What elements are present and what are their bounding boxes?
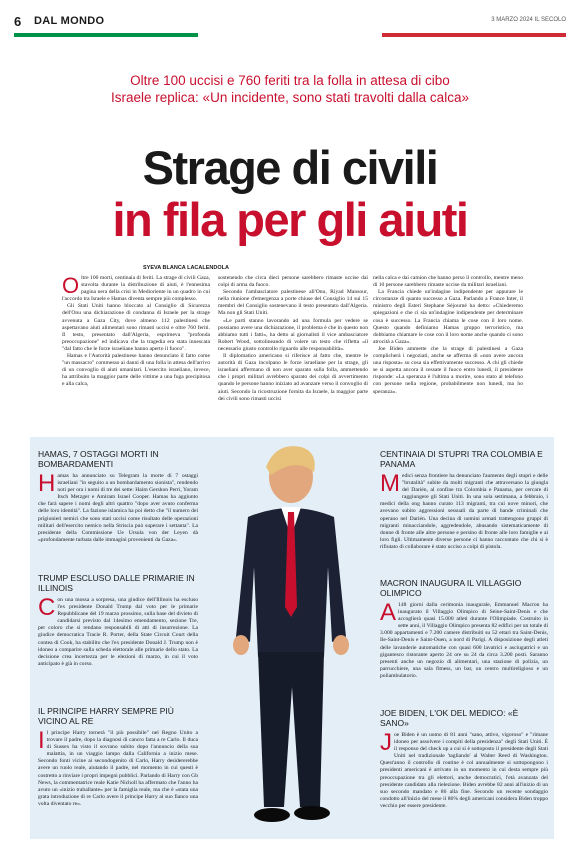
italian-flag-stripe (14, 33, 566, 37)
article-paragraph: sostenendo che circa dieci persone sarebbero rimaste uccise dai colpi di arma da fuoco. (218, 275, 368, 289)
box-dropcap: A (380, 599, 397, 626)
flag-green (14, 33, 198, 37)
article-paragraph: Joe Biden ammette che la strage di palestinesi a Gaza complicherà i negoziati, anche se afferma di «non avere ancora una risposta» su cosa sia effettivamente successo. A chi gli chiede se si aspetta ancora il cessate il fuoco entro lunedì, il presidente risponde: «La speranza è l'ultima a morire, sono stato al telefono con persone nella regione, probabilmente non lunedì, ma ho speranza». (373, 345, 523, 395)
article-paragraph: Gli Stati Uniti hanno bloccato al Consiglio di Sicurezza dell'Onu una dichiarazione di condanna di Israele per la strage avvenuta a Gaza City, dove almeno 112 palestinesi che aspettavano aiuti alimentari sono rimasti uccisi e oltre 760 feriti. Il testo, presentato dall'Algeria, esprimeva "profonda preoccupazione" ed indicava che la tragedia era stata innescata "dal fatto che le forze israeliane hanno aperto il fuoco". (62, 303, 210, 352)
dateline: 3 MARZO 2024 IL SECOLO (491, 17, 566, 23)
box-title: IL PRINCIPE HARRY SEMPRE PIÙ VICINO AL RE (38, 706, 174, 726)
section-title: DAL MONDO (34, 15, 105, 27)
photo-trousers (258, 652, 324, 807)
box-text: amas ha annunciato su Telegram la morte di 7 ostaggi israeliani "in seguito a un bombardamento sionista", rendendo noti per ora i nomi di tre dei sette: Haim Gershon Perri, Yoram Itsch Metzger e Amiram Israel Cooper. Hamas ha aggiunto che farà sapere i nomi degli altri quattro "dopo aver avuto conferma delle loro identità". La fazione islamica ha poi detto che "il numero dei prigionieri nemici che sono stati uccisi come risultato delle operazioni militari dell'esercito nemico nella Striscia può superare i settanta". La presidente della Commissione Ue Ursula von der Leyen dà «profondamente turbata dalle immagini provenienti da Gaza». (38, 473, 198, 543)
photo-shoe-left (254, 808, 290, 822)
article-paragraph: nella calca e dai camion che hanno perso il controllo, mentre meno di 10 persone sarebbero rimaste uccise da militari israeliani. (373, 275, 523, 289)
page-header (14, 14, 566, 30)
box-macron (380, 578, 548, 703)
kicker-line-2: Israele replica: «Un incidente, sono stati travolti dalla calca» (111, 90, 469, 105)
box-text: 148 giorni dalla cerimonia inaugurale, Emmanuel Macron ha inaugurato il Villaggio Olimpico di Seine-Saint-Denis e che accoglierà quasi 15.000 atleti durante l'Olimpiade. Costruito in sette anni, il Villaggio Olimpico presenta 82 edifici per un totale di 3.000 appartamenti e 7.200 camere distribuiti su 52 ettari tra Saint-Denis, Ile-Saint-Denis e Saint-Ouen, a nord di Parigi. A disposizione degli atleti delle lavanderie automatiche con quasi 600 lavatrici e asciugatrici e un gigantesco ristorante aperto 24 ore su 24 da circa 3.200 posti. Saranno presenti anche un negozio di alimentari, una stazione di polizia, un parrucchiere, una sala fitness, un bar, un centro multireligioso e un poliambulatorio. (380, 602, 548, 679)
photo-hand-left (233, 635, 249, 655)
box-harry (38, 706, 198, 836)
box-dropcap: C (38, 594, 56, 621)
headline (10, 142, 570, 246)
page-number: 6 (14, 14, 22, 29)
kicker (20, 72, 560, 106)
article-column-1 (62, 275, 210, 425)
box-trump (38, 573, 198, 701)
box-title: JOE BIDEN, L'OK DEL MEDICO: «È SANO» (380, 708, 519, 728)
headline-line-2: in fila per gli aiuti (112, 193, 468, 246)
box-text: on una mossa a sorpresa, una giudice dell'Illinois ha escluso l'ex presidente Donald Trump dal voto per le primarie Repubblicane del 19 marzo prossimo, sulla base del divieto di candidarsi previsto dal 14esimo emendamento, sezione Tre, per coloro che si rendano responsabili di atti di insurrezione. La giudice democratica Tracie R. Porter, della State Circuit Court della contea di Cook, ha stabilito che l'ex presidente Donald J. Trump non è idoneo a comparire sulla scheda elettorale alle primarie dello stato. La decisione crea incertezza per le elezioni di marzo, in cui il voto anticipato è già in corso. (38, 597, 198, 667)
article-paragraph: La Francia chiede un'indagine indipendente per appurare le circostanze di quanto successo a Gaza. Parlando a France Inter, il ministro degli Esteri Stephane Séjourné ha detto: «Chiederemo spiegazioni e che ci sia un'indagine indipendente per determinare cosa è successo. La Francia chiama le cose con il loro nome. Questo quando definiamo Hamas gruppo terroristico, ma dobbiamo chiamare le cose con il loro nome anche quando ci sono atrocità a Gaza». (373, 289, 523, 345)
box-text: l principe Harry tornerà "il più possibile" nel Regno Unito a trovare il padre, dopo la diagnosi di cancro fatta a re Carlo. Il duca di Sussex ha visto il sovrano subito dopo l'annuncio della sua malattia, in un viaggio lampo dalla California a inizio mese. Secondo fonti vicine ai secondogenito di Carlo, Harry desidererebbe avere un ruolo reale, aiutando il padre, nel momento in cui questi è costretto a rinviare i propri impegni pubblici. Parlando di Harry con Gb News, la commentatrice reale Katie Nicholl ha affermato che l'anno ha avuto un «inizio traballante» per la famiglia reale, ma che è «stata una grata introduzione di re Carlo avere il principe Harry al suo fianco una volta diventato re». (38, 730, 198, 807)
article-paragraph: Hamas e l'Autorità palestinese hanno denunciato il fatto come "un massacro" commesso ai danni di una folla in attesa dell'arrivo di un convoglio di aiuti umanitari. L'esercito israeliano, invece, ha attribuito la maggior parte delle vittime a una fuga precipitosa e alla calca, (62, 353, 210, 388)
article-paragraph: Secondo l'ambasciatore palestinese all'Onu, Riyad Mansour, nella riunione d'emergenza a porte chiuse del Consiglio 14 sui 15 membri del Consiglio sostenevano il testo presentato dall'Algeria. Ma non gli Stati Uniti. (218, 289, 368, 317)
box-text: edici senza frontiere ha denunciato l'aumento degli stupri e delle "brutalità" subite da molti migranti che attraversano la giungla del Darién, al confine tra Colombia e Panama, per cercare di raggiungere gli Stati Uniti. In una sola settimana, a febbraio, i medici della ong hanno curato 113 migranti, tra cui nove minori, che avevano subito aggressioni sessuali da parte di bande criminali che operano nel Darién. Una decina di uomini armati trattengono gruppi di migranti minacciandole, aggredendole, abusando sistematicamente di donne di fronte alle altre persone e persino di fronte alle loro famiglie e ai loro figli. Ultimamente diverse persone ci hanno raccontato che chi si è rifiutato di collaborare è stato ucciso a colpi di pistola. (380, 473, 548, 550)
walking-man-photo (196, 437, 384, 837)
box-hamas (38, 449, 198, 564)
article-paragraph: «Le parti stanno lavorando ad una formula per vedere se possiamo avere una dichiarazione, il problema è che in questo non abbiamo tutti i fatti», ha detto ai giornalisti il vice ambasciatore Robert Wood, sottolineando di volere un testo che rifletta «il necessario giusto controllo riguardo alle responsabilità». (218, 317, 368, 352)
photo-hand-right (333, 635, 349, 655)
flag-white (198, 33, 382, 37)
box-text: oe Biden è un uomo di 81 anni "sano, attivo, vigoroso" e "rimane idoneo per assolvere i compiti della presidenza" degli Stati Uniti. È il responso del check up a cui si è sottoposto il presidente degli Stati Uniti nel tradizionale 'tagliando' al Walter Reed di Washington. Quest'anno il controllo di routine è col annualmente si sottopongono i presidenti americani è arrivato in un momento in cui desta sempre più preoccupazione tra gli elettori, anche democratici, l'età avanzata del presidente candidato alla rielezione. Biden avrebbe 82 anni all'inizio di un suo secondo mandato e 86 alla fine. Secondo un recente sondaggio condotto all'inizio del mese il 86% degli americani considera Biden troppo vecchio per essere presidente. (380, 732, 548, 809)
box-colombia (380, 449, 548, 564)
article-paragraph: ltre 100 morti, centinaia di feriti. La strage di civili Gaza, stavolta durante la distribuzione di aiuti, è l'ennesima pagina nera della crisi in Medioriente in un quadro in cui l'accordo tra Israele e Hamas diventa sempre più complesso. (62, 275, 210, 303)
box-title: HAMAS, 7 OSTAGGI MORTI IN BOMBARDAMENTI (38, 449, 159, 469)
box-biden (380, 708, 548, 836)
article-column-3 (373, 275, 523, 425)
box-dropcap: H (38, 470, 56, 497)
box-title: CENTINAIA DI STUPRI TRA COLOMBIA E PANAMA (380, 449, 543, 469)
box-dropcap: J (380, 729, 392, 756)
box-dropcap: M (380, 470, 400, 497)
headline-line-1: Strage di civili (142, 141, 438, 194)
article-column-2 (218, 275, 368, 425)
article-dropcap: O (62, 275, 80, 298)
box-title: MACRON INAUGURA IL VILLAGGIO OLIMPICO (380, 578, 522, 598)
byline: SYEVA BLANCA LACALENDOLA (143, 265, 229, 271)
flag-red (382, 33, 566, 37)
box-dropcap: I (38, 727, 45, 754)
box-title: TRUMP ESCLUSO DALLE PRIMARIE IN ILLINOIS (38, 573, 195, 593)
kicker-line-1: Oltre 100 uccisi e 760 feriti tra la folla in attesa di cibo (130, 73, 450, 88)
photo-shoe-right (294, 806, 330, 820)
article-paragraph: Il diplomatico americano si riferisce al fatto che, mentre le autorità di Gaza incolpano le forze israeliane per la strage, gli israeliani affermano di non aver sparato sulla folla, ammettendo che i propri militari avrebbero sparato dei colpi di avvertimento quando le persone hanno iniziato ad avanzare verso il convoglio di aiuti. Secondo la ricostruzione fornita da Israele, la maggior parte dei civili sono rimasti uccisi (218, 353, 368, 402)
